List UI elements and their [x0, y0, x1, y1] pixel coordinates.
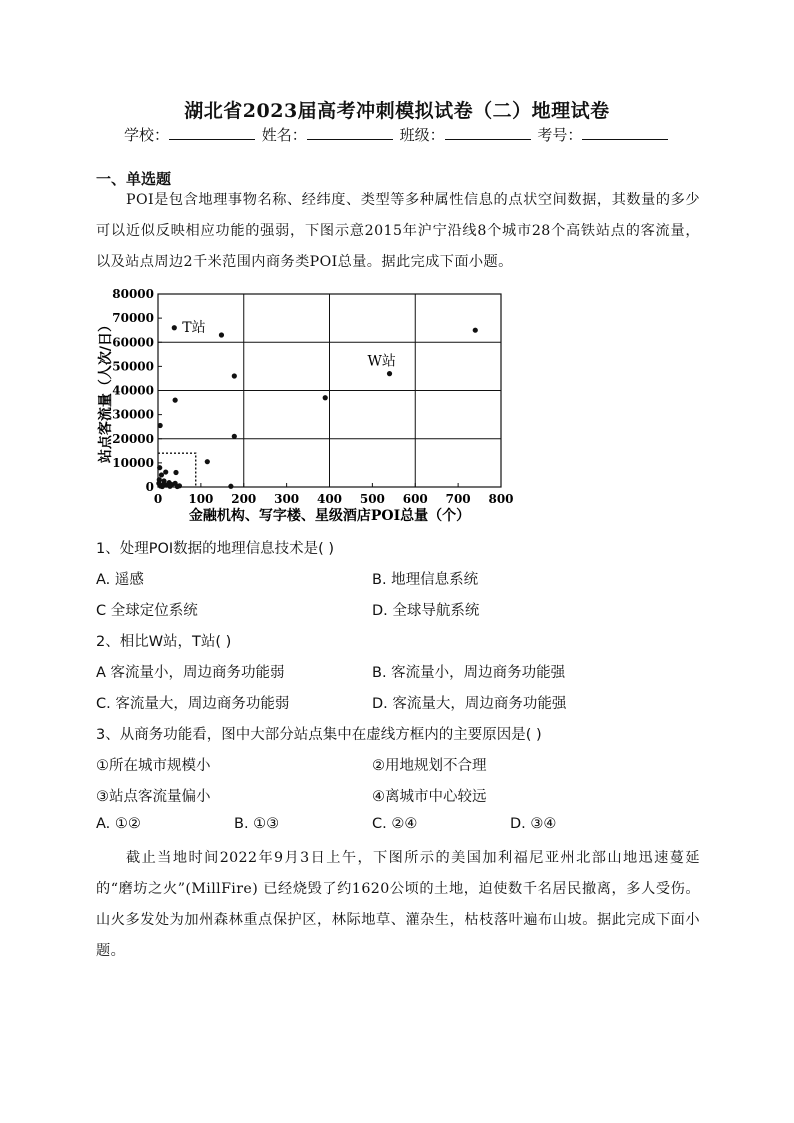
- data-point-12: [159, 472, 164, 477]
- x-tick-label-2: 200: [231, 492, 257, 506]
- y-tick-label-8: 80000: [112, 287, 154, 301]
- y-tick-label-7: 70000: [112, 311, 154, 326]
- data-point-11: [163, 469, 168, 474]
- q3-item-3: ③站点客流量偏小: [96, 789, 211, 805]
- q2-option-a[interactable]: A 客流量小，周边商务功能弱: [96, 665, 285, 681]
- x-axis-label: 金融机构、写字楼、星级酒店POI总量（个）: [188, 508, 471, 524]
- name-blank[interactable]: [307, 125, 393, 140]
- intro-paragraph-2: 截止当地时间2022年9月3日上午，下图所示的美国加利福尼亚州北部山地迅速蔓延的“磨坊之火”(MillFire) 已经烧毁了约1620公顷的土地，迫使数千名居民撤离，多人受伤。山火多发处为加州森林重点保护区，林际地草、灌杂生，枯枝落叶遍布山坡。据此完成下面小题。: [96, 850, 700, 959]
- q3-item-2: ②用地规划不合理: [372, 758, 487, 774]
- q3-item-1: ①所在城市规模小: [96, 758, 211, 774]
- section-heading: 一、单选题: [96, 170, 172, 188]
- q1-option-b[interactable]: B. 地理信息系统: [372, 572, 479, 588]
- q2-option-b[interactable]: B. 客流量小，周边商务功能强: [372, 665, 566, 681]
- q1-option-c[interactable]: C 全球定位系统: [96, 603, 198, 619]
- y-tick-label-1: 10000: [112, 455, 154, 470]
- data-point-4: [387, 371, 392, 376]
- student-info-fields: [124, 124, 684, 145]
- q2-option-d[interactable]: D. 客流量大，周边商务功能强: [372, 696, 567, 712]
- exam-number-blank[interactable]: [582, 125, 668, 140]
- question-1-stem: 1、处理POI数据的地理信息技术是( ): [96, 541, 335, 557]
- data-point-1: [219, 332, 224, 337]
- y-tick-label-2: 20000: [112, 431, 154, 446]
- data-point-0: [172, 325, 177, 330]
- q1-option-d[interactable]: D. 全球导航系统: [372, 603, 480, 619]
- school-label: 学校：: [124, 126, 170, 144]
- y-tick-label-4: 40000: [112, 383, 154, 398]
- data-point-10: [157, 465, 162, 470]
- annotation-0: T站: [182, 319, 206, 336]
- class-label: 班级：: [399, 126, 445, 144]
- data-point-26: [175, 484, 180, 489]
- data-point-2: [473, 328, 478, 333]
- x-tick-label-7: 700: [445, 492, 471, 506]
- q3-item-4: ④离城市中心较远: [372, 789, 487, 805]
- data-point-25: [167, 484, 172, 489]
- scatter-chart: [0, 278, 794, 528]
- y-tick-label-0: 0: [145, 480, 154, 494]
- question-3-stem: 3、从商务功能看，图中大部分站点集中在虚线方框内的主要原因是( ): [96, 727, 542, 743]
- x-tick-label-8: 800: [488, 492, 514, 506]
- data-point-3: [232, 373, 237, 378]
- x-tick-label-6: 600: [402, 492, 428, 506]
- x-tick-label-0: 0: [153, 492, 163, 506]
- data-point-13: [173, 470, 178, 475]
- data-point-6: [323, 395, 328, 400]
- q1-option-a[interactable]: A. 遥感: [96, 572, 144, 588]
- name-label: 姓名：: [261, 126, 307, 144]
- q2-option-c[interactable]: C. 客流量大，周边商务功能弱: [96, 696, 290, 712]
- intro-paragraph-1: POI是包含地理事物名称、经纬度、类型等多种属性信息的点状空间数据，其数量的多少可以近似反映相应功能的强弱，下图示意2015年沪宁沿线8个城市28个高铁站点的客流量，以及站点周边2千米范围内商务类POI总量。据此完成下面小题。: [96, 192, 700, 270]
- y-axis-label: 站点客流量（人次/日）: [98, 317, 114, 464]
- x-tick-label-3: 300: [274, 492, 300, 506]
- y-tick-label-6: 60000: [112, 335, 154, 350]
- x-tick-label-1: 100: [188, 492, 214, 506]
- data-point-7: [158, 423, 163, 428]
- q3-option-d[interactable]: D. ③④: [510, 816, 557, 832]
- q3-option-a[interactable]: A. ①②: [96, 816, 141, 832]
- exam-number-label: 考号：: [537, 126, 583, 144]
- data-point-8: [232, 434, 237, 439]
- data-point-5: [173, 398, 178, 403]
- annotation-1: W站: [367, 353, 396, 370]
- data-point-24: [228, 484, 233, 489]
- school-blank[interactable]: [169, 125, 255, 140]
- q3-option-c[interactable]: C. ②④: [372, 816, 418, 832]
- exam-title: 湖北省2023届高考冲刺模拟试卷（二）地理试卷: [184, 100, 610, 122]
- question-2-stem: 2、相比W站，T站( ): [96, 634, 232, 650]
- y-tick-label-5: 50000: [112, 359, 154, 374]
- q3-option-b[interactable]: B. ①③: [234, 816, 280, 832]
- y-tick-label-3: 30000: [112, 407, 154, 422]
- data-point-9: [205, 459, 210, 464]
- class-blank[interactable]: [445, 125, 531, 140]
- x-tick-label-5: 500: [359, 492, 385, 506]
- x-tick-label-4: 400: [316, 492, 343, 506]
- data-point-27: [160, 484, 165, 489]
